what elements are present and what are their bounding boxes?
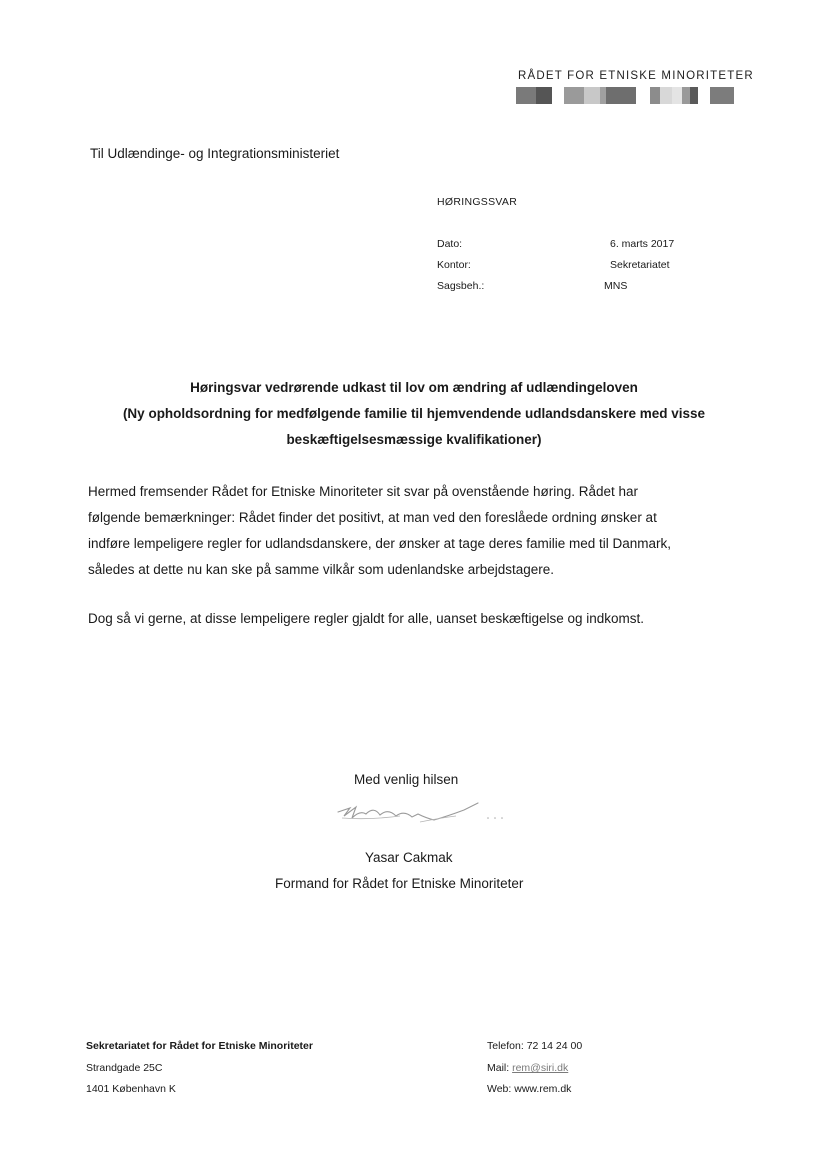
body-paragraph-1 xyxy=(88,479,740,583)
logo-block xyxy=(536,87,552,104)
closing-greeting: Med venlig hilsen xyxy=(354,772,459,787)
logo-block xyxy=(516,87,536,104)
signatory-name: Yasar Cakmak xyxy=(365,850,453,865)
heading-line: beskæftigelsesmæssige kvalifikationer) xyxy=(286,432,542,447)
footer-web: Web: www.rem.dk xyxy=(487,1083,572,1095)
letter-heading xyxy=(80,375,748,453)
logo-block xyxy=(710,87,734,104)
body-line: følgende bemærkninger: Rådet finder det positivt, at man ved den foreslåede ordning ønsker at xyxy=(88,510,657,525)
handwritten-signature xyxy=(330,798,510,832)
logo-block xyxy=(600,87,606,104)
mail-link[interactable]: rem@siri.dk xyxy=(512,1062,569,1074)
footer-street: Strandgade 25C xyxy=(86,1062,163,1074)
body-paragraph-2: Dog så vi gerne, at disse lempeligere regler gjaldt for alle, uanset beskæftigelse og indkomst. xyxy=(88,611,645,626)
footer-city: 1401 København K xyxy=(86,1083,176,1095)
office-value: Sekretariatet xyxy=(610,259,670,271)
recipient-line: Til Udlændinge- og Integrationsministeriet xyxy=(90,146,340,161)
mail-label: Mail: xyxy=(487,1062,510,1074)
footer-mail xyxy=(487,1062,568,1074)
body-line: således at dette nu kan ske på samme vilkår som udenlandske arbejdstagere. xyxy=(88,562,555,577)
footer-organization: Sekretariatet for Rådet for Etniske Minoriteter xyxy=(86,1040,313,1052)
case-handler-label: Sagsbeh.: xyxy=(437,280,485,292)
office-label: Kontor: xyxy=(437,259,471,271)
logo-block xyxy=(682,87,690,104)
body-line: indføre lempeligere regler for udlandsdanskere, der ønsker at tage deres familie med til Danmark, xyxy=(88,536,672,551)
signatory-title: Formand for Rådet for Etniske Minoriteter xyxy=(275,876,524,891)
logo-block xyxy=(690,87,698,104)
heading-line: (Ny opholdsordning for medfølgende familie til hjemvendende udlandsdanskere med visse xyxy=(122,406,706,421)
logo-block xyxy=(564,87,584,104)
logo-block xyxy=(672,87,682,104)
heading-line: Høringsvar vedrørende udkast til lov om ændring af udlændingeloven xyxy=(190,380,638,395)
logo-color-bar xyxy=(516,87,736,104)
logo-block xyxy=(606,87,636,104)
footer-phone: Telefon: 72 14 24 00 xyxy=(487,1040,583,1052)
date-label: Dato: xyxy=(437,238,463,250)
case-handler-value: MNS xyxy=(604,280,628,292)
logo-block xyxy=(584,87,600,104)
document-type: HØRINGSSVAR xyxy=(437,196,518,208)
organization-name: RÅDET FOR ETNISKE MINORITETER xyxy=(518,70,754,82)
body-line: Hermed fremsender Rådet for Etniske Minoriteter sit svar på ovenstående høring. Rådet har xyxy=(88,484,639,499)
logo-block xyxy=(660,87,672,104)
logo-block xyxy=(650,87,660,104)
date-value: 6. marts 2017 xyxy=(610,238,675,250)
